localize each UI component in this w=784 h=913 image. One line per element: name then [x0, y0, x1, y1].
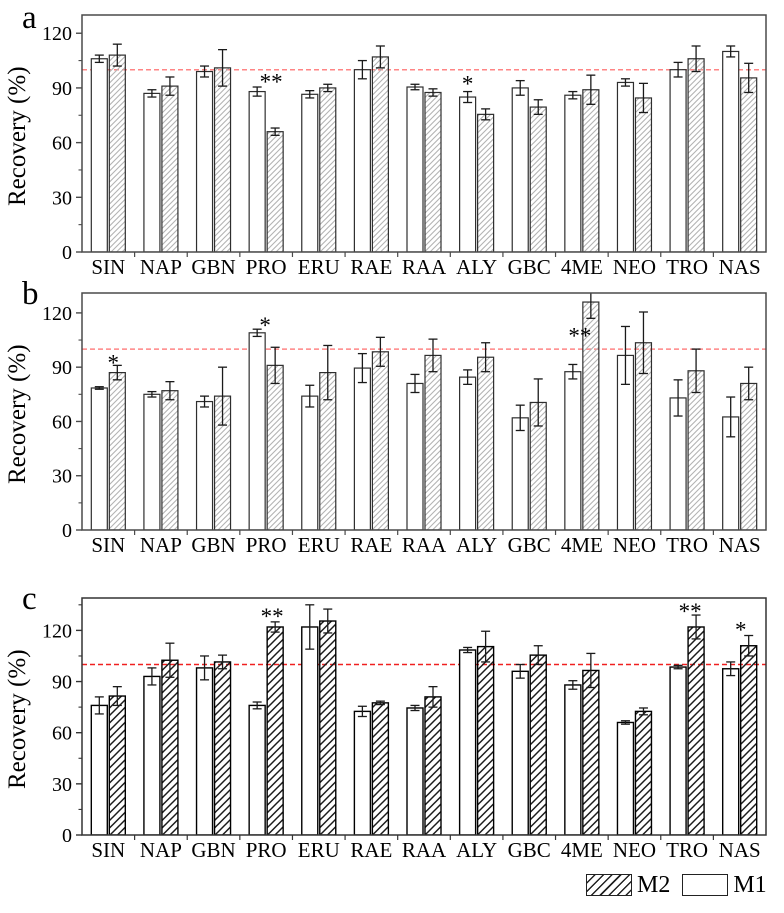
sig-marker-c-PRO-M2: ** [260, 604, 284, 630]
bar-b-ERU-M1 [302, 396, 318, 530]
xcat-label-a-PRO: PRO [245, 255, 287, 279]
ytick-label-c-90: 90 [52, 671, 72, 694]
xcat-label-a-ALY: ALY [456, 255, 498, 279]
bar-a-GBC-M1 [512, 88, 528, 252]
bar-c-NEO-M2 [635, 711, 651, 835]
bar-c-TRO-M1 [670, 667, 686, 835]
bar-b-SIN-M2 [109, 373, 125, 530]
bar-c-4ME-M1 [565, 685, 581, 835]
xcat-label-a-NAS: NAS [718, 255, 761, 279]
bar-a-NEO-M2 [635, 98, 651, 252]
bar-b-NAP-M2 [162, 391, 178, 530]
bar-c-ALY-M1 [460, 650, 476, 835]
xcat-label-c-NEO: NEO [612, 838, 657, 862]
bar-c-SIN-M1 [91, 705, 107, 835]
xcat-label-b-TRO: TRO [666, 533, 709, 557]
bar-c-TRO-M2 [688, 627, 704, 835]
xcat-label-b-GBC: GBC [507, 533, 551, 557]
bar-c-4ME-M2 [583, 670, 599, 835]
bar-b-RAA-M1 [407, 383, 423, 530]
legend-label-m2: M2 [637, 871, 671, 898]
sig-marker-b-PRO-M1: * [259, 312, 271, 338]
ytick-label-a-0: 0 [62, 242, 72, 264]
xcat-label-a-4ME: 4ME [560, 255, 603, 279]
bar-a-GBN-M2 [215, 68, 231, 252]
ytick-label-c-0: 0 [62, 825, 72, 847]
bar-b-NAP-M1 [144, 394, 160, 530]
bar-a-RAA-M1 [407, 87, 423, 252]
ytick-label-a-30: 30 [52, 187, 72, 210]
xcat-label-c-GBN: GBN [191, 838, 236, 862]
xcat-label-a-NEO: NEO [612, 255, 657, 279]
xcat-label-c-TRO: TRO [666, 838, 709, 862]
panel-b [42, 286, 766, 557]
bar-b-TRO-M1 [670, 398, 686, 530]
sig-marker-b-4ME-M2: ** [568, 323, 592, 349]
bar-c-RAE-M1 [354, 711, 370, 835]
bar-c-NEO-M1 [617, 722, 633, 835]
bar-b-SIN-M1 [91, 388, 107, 530]
bar-b-PRO-M2 [267, 365, 283, 530]
ytick-label-b-30: 30 [52, 465, 72, 488]
xcat-label-b-NAS: NAS [718, 533, 761, 557]
xcat-label-a-SIN: SIN [91, 255, 126, 279]
xcat-label-b-GBN: GBN [191, 533, 236, 557]
legend-swatch-m2-hatched [586, 874, 632, 896]
plot-frame-c [82, 598, 766, 835]
bar-c-SIN-M2 [109, 696, 125, 835]
bar-a-4ME-M2 [583, 90, 599, 252]
xcat-label-c-SIN: SIN [91, 838, 126, 862]
xcat-label-c-PRO: PRO [245, 838, 287, 862]
bar-b-GBN-M1 [197, 402, 213, 530]
bar-a-RAE-M2 [372, 57, 388, 252]
bar-c-ERU-M1 [302, 627, 318, 835]
bar-a-ALY-M1 [460, 97, 476, 252]
panel-a-letter: a [22, 0, 37, 36]
xcat-label-b-NEO: NEO [612, 533, 657, 557]
bar-a-ERU-M1 [302, 94, 318, 252]
ytick-label-c-30: 30 [52, 773, 72, 796]
xcat-label-a-ERU: ERU [297, 255, 340, 279]
xcat-label-c-ERU: ERU [297, 838, 340, 862]
bar-c-ERU-M2 [320, 621, 336, 835]
bar-c-GBN-M2 [215, 662, 231, 835]
bar-b-TRO-M2 [688, 371, 704, 530]
xcat-label-b-SIN: SIN [91, 533, 126, 557]
bar-c-GBC-M2 [530, 655, 546, 835]
xcat-label-a-TRO: TRO [666, 255, 709, 279]
xcat-label-b-ERU: ERU [297, 533, 340, 557]
ytick-label-c-60: 60 [52, 722, 72, 745]
bar-a-NAS-M2 [741, 78, 757, 252]
xcat-label-a-NAP: NAP [139, 255, 182, 279]
xcat-label-b-RAA: RAA [401, 533, 447, 557]
bar-c-ALY-M2 [478, 647, 494, 835]
xcat-label-c-GBC: GBC [507, 838, 551, 862]
xcat-label-b-NAP: NAP [139, 533, 182, 557]
xcat-label-c-ALY: ALY [456, 838, 498, 862]
xcat-label-c-NAP: NAP [139, 838, 182, 862]
xcat-label-a-RAA: RAA [401, 255, 447, 279]
ytick-label-b-60: 60 [52, 411, 72, 434]
bar-b-ALY-M2 [478, 357, 494, 530]
bar-c-NAP-M1 [144, 676, 160, 835]
xcat-label-c-RAE: RAE [350, 838, 393, 862]
bar-a-SIN-M1 [91, 59, 107, 252]
bar-c-RAA-M1 [407, 708, 423, 835]
bar-a-PRO-M2 [267, 132, 283, 252]
y-axis-label-b: Recovery (%) [4, 344, 31, 484]
ytick-label-a-60: 60 [52, 132, 72, 155]
bar-c-GBN-M1 [197, 668, 213, 835]
bar-a-ALY-M2 [478, 114, 494, 252]
xcat-label-b-4ME: 4ME [560, 533, 603, 557]
xcat-label-b-PRO: PRO [245, 533, 287, 557]
bar-a-SIN-M2 [109, 55, 125, 252]
sig-marker-a-ALY-M1: * [461, 71, 474, 97]
ytick-label-c-120: 120 [42, 620, 72, 643]
panel-b-letter: b [22, 276, 39, 312]
bar-a-TRO-M2 [688, 59, 704, 252]
ytick-label-b-0: 0 [62, 520, 72, 542]
bar-b-4ME-M1 [565, 372, 581, 530]
sig-marker-c-NAS-M2: * [734, 617, 747, 643]
legend-swatch-m1-plain [682, 874, 728, 896]
bar-a-TRO-M1 [670, 70, 686, 252]
bar-a-GBN-M1 [197, 72, 213, 252]
xcat-label-a-GBC: GBC [507, 255, 551, 279]
bar-c-RAA-M2 [425, 697, 441, 835]
legend-label-m1: M1 [733, 871, 767, 898]
legend-item-m1 [682, 872, 766, 899]
ytick-label-a-120: 120 [42, 23, 72, 46]
bar-b-GBC-M1 [512, 418, 528, 530]
bar-c-PRO-M1 [249, 705, 265, 835]
bar-c-GBC-M1 [512, 671, 528, 835]
bar-c-NAS-M1 [723, 669, 739, 835]
bar-a-NEO-M1 [617, 82, 633, 252]
bar-b-NAS-M2 [741, 383, 757, 530]
plot-frame-a [82, 15, 766, 252]
bar-b-ALY-M1 [460, 377, 476, 530]
bar-b-RAA-M2 [425, 355, 441, 530]
xcat-label-a-RAE: RAE [350, 255, 393, 279]
bar-a-RAE-M1 [354, 70, 370, 252]
bar-c-NAP-M2 [162, 660, 178, 835]
sig-marker-a-PRO-M2: ** [259, 69, 283, 95]
ytick-label-b-120: 120 [42, 302, 72, 325]
ytick-label-a-90: 90 [52, 77, 72, 100]
bar-c-PRO-M2 [267, 627, 283, 835]
bar-a-ERU-M2 [320, 88, 336, 252]
sig-marker-b-SIN-M2: * [107, 350, 120, 376]
xcat-label-c-NAS: NAS [718, 838, 761, 862]
bar-b-RAE-M2 [372, 352, 388, 530]
xcat-label-c-RAA: RAA [401, 838, 447, 862]
bar-a-PRO-M1 [249, 92, 265, 252]
y-axis-label-c: Recovery (%) [4, 649, 31, 789]
panel-c-letter: c [22, 581, 37, 617]
panel-a [42, 15, 766, 279]
bar-a-NAP-M2 [162, 86, 178, 252]
bar-a-RAA-M2 [425, 92, 441, 252]
xcat-label-b-ALY: ALY [456, 533, 498, 557]
chart-legend [586, 870, 767, 900]
ytick-label-b-90: 90 [52, 357, 72, 380]
xcat-label-b-RAE: RAE [350, 533, 393, 557]
bar-b-RAE-M1 [354, 368, 370, 530]
xcat-label-a-GBN: GBN [191, 255, 236, 279]
sig-marker-c-TRO-M2: ** [678, 598, 702, 624]
bar-a-4ME-M1 [565, 95, 581, 252]
bar-c-NAS-M2 [741, 646, 757, 835]
bar-a-NAP-M1 [144, 93, 160, 252]
bar-a-GBC-M2 [530, 107, 546, 252]
bar-a-NAS-M1 [723, 51, 739, 252]
plot-frame-b [82, 293, 766, 530]
xcat-label-c-4ME: 4ME [560, 838, 603, 862]
legend-item-m2 [586, 872, 670, 899]
bar-c-RAE-M2 [372, 703, 388, 835]
panel-c [42, 598, 766, 862]
bar-b-PRO-M1 [249, 333, 265, 530]
y-axis-label-a: Recovery (%) [4, 66, 31, 206]
